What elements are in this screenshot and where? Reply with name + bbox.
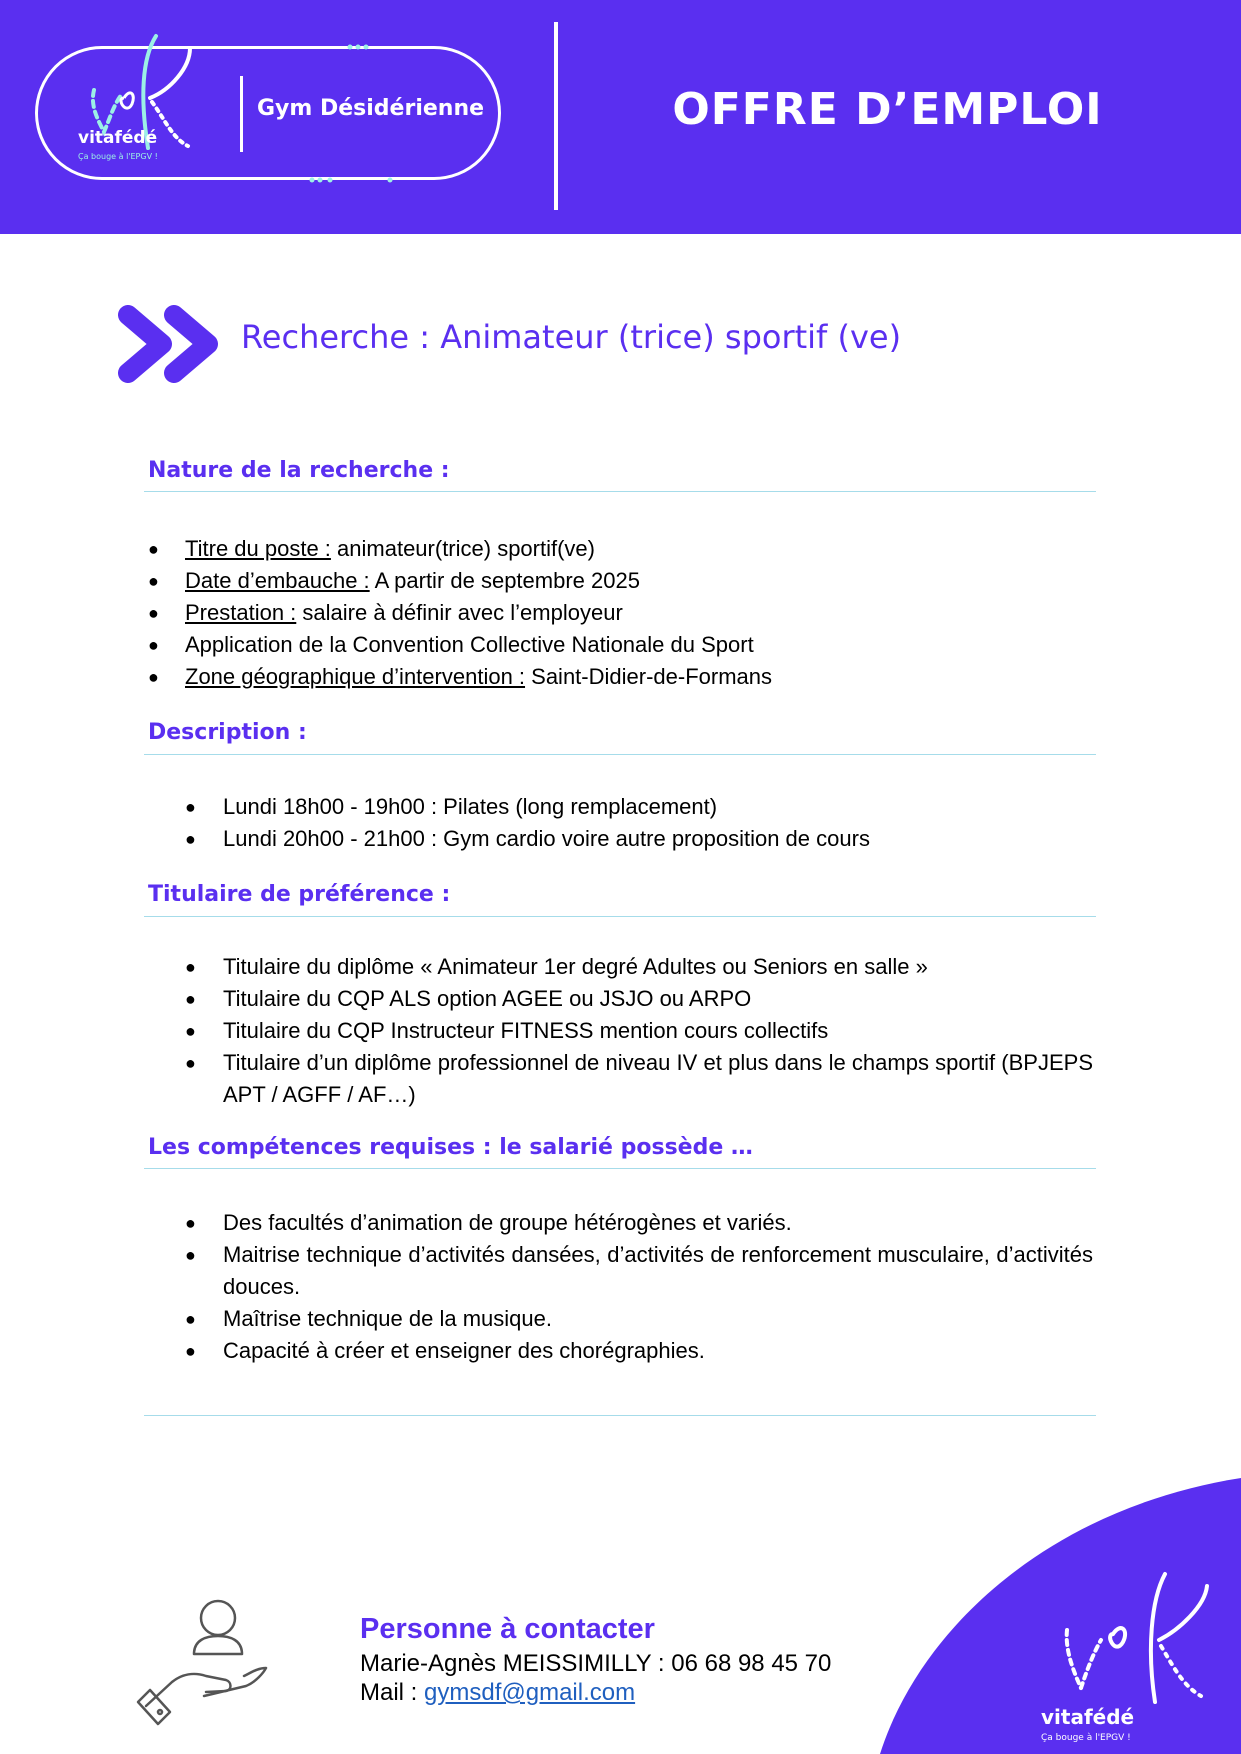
contact-mail-row — [360, 1679, 635, 1707]
mail-link[interactable]: gymsdf@gmail.com — [424, 1679, 636, 1706]
section-rule — [144, 1168, 1096, 1169]
bullet-icon: ● — [185, 1021, 196, 1041]
list-item — [148, 661, 1088, 693]
item-text: A partir de septembre 2025 — [369, 568, 640, 593]
list-item — [185, 951, 1093, 983]
page-title: OFFRE D’EMPLOI — [672, 84, 1103, 135]
club-name: Gym Désidérienne — [257, 96, 485, 121]
contact-person: Marie-Agnès MEISSIMILLY : 06 68 98 45 70 — [360, 1650, 832, 1677]
section-rule — [144, 754, 1096, 755]
titulaire-list — [185, 951, 1093, 1111]
item-text: Saint-Didier-de-Formans — [525, 664, 772, 689]
item-text: Application de la Convention Collective Nationale du Sport — [185, 632, 754, 657]
bullet-icon: ● — [148, 635, 159, 655]
item-label: Date d’embauche : — [185, 568, 370, 593]
section-title-description: Description : — [148, 720, 307, 745]
list-item — [185, 983, 1093, 1015]
item-text: Lundi 20h00 - 21h00 : Gym cardio voire autre proposition de cours — [223, 826, 870, 851]
hand-holding-person-icon — [136, 1598, 276, 1728]
list-item — [185, 1239, 1093, 1303]
chevron-double-right-icon — [118, 305, 223, 383]
item-label: Titre du poste : — [185, 536, 331, 561]
bullet-icon: ● — [148, 571, 159, 591]
bullet-icon: ● — [185, 1341, 196, 1361]
bullet-icon: ● — [148, 667, 159, 687]
list-item — [185, 823, 1093, 855]
list-item — [148, 565, 1088, 597]
item-text: Des facultés d’animation de groupe hétérogènes et variés. — [223, 1210, 792, 1235]
bullet-icon: ● — [185, 1309, 196, 1329]
list-item — [148, 533, 1088, 565]
list-item — [185, 1047, 1093, 1111]
bullet-icon: ● — [185, 797, 196, 817]
list-item — [185, 1303, 1093, 1335]
corner-tagline: Ça bouge à l'EPGV ! — [1041, 1733, 1131, 1743]
list-item — [185, 1335, 1093, 1367]
logo-frame-dots — [230, 38, 490, 188]
header-divider — [554, 22, 558, 210]
logo-brand-text: vitafédé — [78, 128, 158, 148]
item-text: Maitrise technique d’activités dansées, d’activités de renforcement musculaire, d’activités douces. — [223, 1242, 1093, 1299]
mail-label: Mail : — [360, 1679, 425, 1706]
bullet-icon: ● — [185, 1213, 196, 1233]
item-text: Titulaire d’un diplôme professionnel de niveau IV et plus dans le champs sportif (BPJEPS APT / AGFF / AF…) — [223, 1050, 1093, 1107]
bullet-icon: ● — [185, 829, 196, 849]
list-item — [185, 1015, 1093, 1047]
bullet-icon: ● — [185, 1245, 196, 1265]
item-text: Lundi 18h00 - 19h00 : Pilates (long remplacement) — [223, 794, 718, 819]
section-rule — [144, 916, 1096, 917]
header-banner — [0, 0, 1241, 234]
item-text: Titulaire du CQP Instructeur FITNESS mention cours collectifs — [223, 1018, 829, 1043]
section-title-titulaire: Titulaire de préférence : — [148, 882, 451, 907]
item-text: Titulaire du CQP ALS option AGEE ou JSJO ou ARPO — [223, 986, 752, 1011]
job-title: Recherche : Animateur (trice) sportif (ve) — [241, 318, 902, 356]
list-item — [148, 597, 1088, 629]
item-label: Prestation : — [185, 600, 297, 625]
item-label: Zone géographique d’intervention : — [185, 664, 526, 689]
nature-list — [148, 533, 1088, 693]
item-text: Capacité à créer et enseigner des chorégraphies. — [223, 1338, 705, 1363]
section-rule-end — [144, 1415, 1096, 1416]
item-text: Maîtrise technique de la musique. — [223, 1306, 552, 1331]
corner-brand-text: vitafédé — [1041, 1705, 1135, 1729]
contact-title: Personne à contacter — [360, 1613, 655, 1645]
list-item — [148, 629, 1088, 661]
item-text: Titulaire du diplôme « Animateur 1er degré Adultes ou Seniors en salle » — [223, 954, 928, 979]
competences-list — [185, 1207, 1093, 1367]
bullet-icon: ● — [185, 989, 196, 1009]
bullet-icon: ● — [148, 539, 159, 559]
section-rule — [144, 491, 1096, 492]
vitafede-logo-mark — [1055, 1570, 1225, 1710]
section-title-nature: Nature de la recherche : — [148, 458, 450, 483]
description-list — [185, 791, 1093, 855]
bullet-icon: ● — [185, 957, 196, 977]
logo-tagline: Ça bouge à l'EPGV ! — [78, 152, 158, 161]
list-item — [185, 1207, 1093, 1239]
item-text: animateur(trice) sportif(ve) — [330, 536, 595, 561]
list-item — [185, 791, 1093, 823]
item-text: salaire à définir avec l’employeur — [296, 600, 623, 625]
bullet-icon: ● — [148, 603, 159, 623]
bullet-icon: ● — [185, 1053, 196, 1073]
section-title-competences: Les compétences requises : le salarié possède … — [148, 1135, 753, 1160]
